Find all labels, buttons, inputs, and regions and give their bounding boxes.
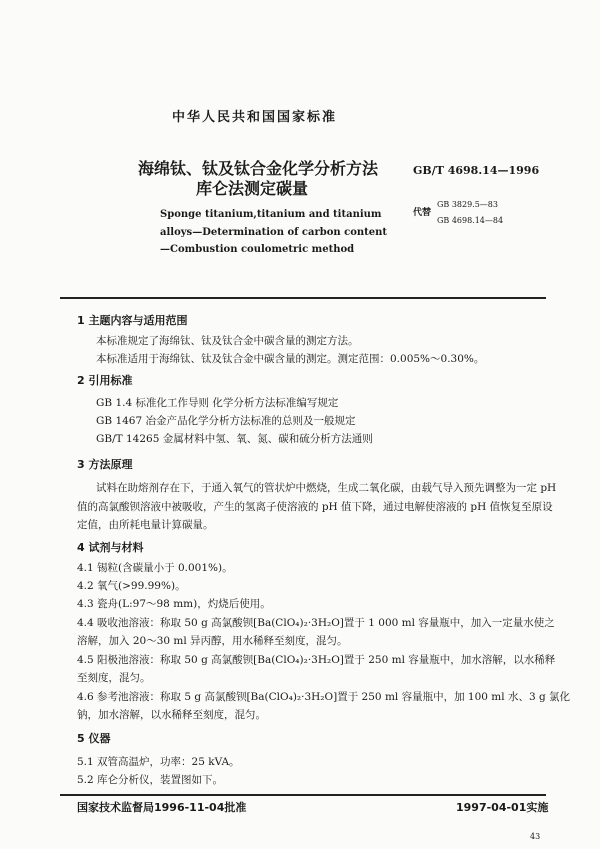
- english-title-line3: —Combustion coulometric method: [160, 244, 355, 255]
- clause-line: 4.1 锡粒(含碳量小于 0.001%)。: [77, 562, 233, 574]
- clause-line: 至刻度，混匀。: [77, 672, 151, 684]
- clause-line: 钠，加水溶解，以水稀释至刻度，混匀。: [77, 709, 266, 721]
- header-divider: [60, 297, 546, 299]
- section-heading: 2 引用标准: [77, 374, 133, 387]
- clause-line: 4.2 氧气(>99.99%)。: [77, 580, 186, 592]
- replaces-label: 代替: [413, 208, 432, 218]
- reference-item: GB 1467 冶金产品化学分析方法标准的总则及一般规定: [96, 415, 356, 427]
- paragraph-line: 值的高氯酸钡溶液中被吸收，产生的氢离子使溶液的 pH 值下降，通过电解使溶液的 pH 值恢复至原设: [77, 501, 553, 513]
- paragraph-line: 试料在助熔剂存在下，于通入氧气的管状炉中燃烧，生成二氧化碳，由载气导入预先调整为一定 pH: [96, 482, 557, 494]
- section-heading: 5 仪器: [77, 732, 111, 745]
- document-title-line1: 海绵钛、钛及钛合金化学分析方法: [138, 159, 379, 178]
- section-heading: 4 试剂与材料: [77, 541, 144, 554]
- clause-line: 4.6 参考池溶液：称取 5 g 高氯酸钡[Ba(ClO₄)₂·3H₂O]置于 250 ml 容量瓶中，加 100 ml 水、3 g 氯化: [77, 691, 571, 703]
- document-title-line2: 库仑法测定碳量: [196, 179, 309, 198]
- clause-line: 4.3 瓷舟(L:97～98 mm)，灼烧后使用。: [77, 598, 271, 610]
- section-heading: 3 方法原理: [77, 458, 133, 471]
- effective-date: 1997-04-01实施: [456, 801, 549, 814]
- standard-number: GB/T 4698.14—1996: [413, 164, 540, 177]
- replaced-standard: GB 4698.14—84: [437, 216, 504, 225]
- approval-date: 国家技术监督局1996-11-04批准: [77, 801, 247, 814]
- clause-line: 溶解，加入 20～30 ml 异丙醇，用水稀释至刻度，混匀。: [77, 635, 348, 647]
- clause-line: 5.1 双管高温炉，功率：25 kVA。: [77, 756, 240, 768]
- page-number: 43: [530, 832, 541, 841]
- paragraph-line: 定值，由所耗电量计算碳量。: [77, 519, 214, 531]
- reference-item: GB 1.4 标准化工作导则 化学分析方法标准编写规定: [96, 397, 339, 409]
- section-heading: 1 主题内容与适用范围: [77, 314, 188, 327]
- clause-line: 4.4 吸收池溶液：称取 50 g 高氯酸钡[Ba(ClO₄)₂·3H₂O]置于 1 000 ml 容量瓶中，加入一定量水使之: [77, 617, 555, 629]
- english-title-line2: alloys—Determination of carbon content: [160, 227, 388, 238]
- paragraph-line: 本标准规定了海绵钛、钛及钛合金中碳含量的测定方法。: [96, 335, 359, 347]
- national-standard-label: 中华人民共和国国家标准: [172, 110, 338, 125]
- clause-line: 4.5 阳极池溶液：称取 50 g 高氯酸钡[Ba(ClO₄)₂·3H₂O]置于 250 ml 容量瓶中，加水溶解，以水稀释: [77, 654, 556, 666]
- paragraph-line: 本标准适用于海绵钛、钛及钛合金中碳含量的测定。测定范围：0.005%～0.30%。: [96, 353, 485, 365]
- english-title-line1: Sponge titanium,titanium and titanium: [160, 209, 382, 220]
- clause-line: 5.2 库仑分析仪，装置图如下。: [77, 774, 224, 786]
- replaced-standard: GB 3829.5—83: [437, 200, 498, 209]
- footer-divider: [60, 794, 546, 796]
- reference-item: GB/T 14265 金属材料中氢、氧、氮、碳和硫分析方法通则: [96, 433, 373, 445]
